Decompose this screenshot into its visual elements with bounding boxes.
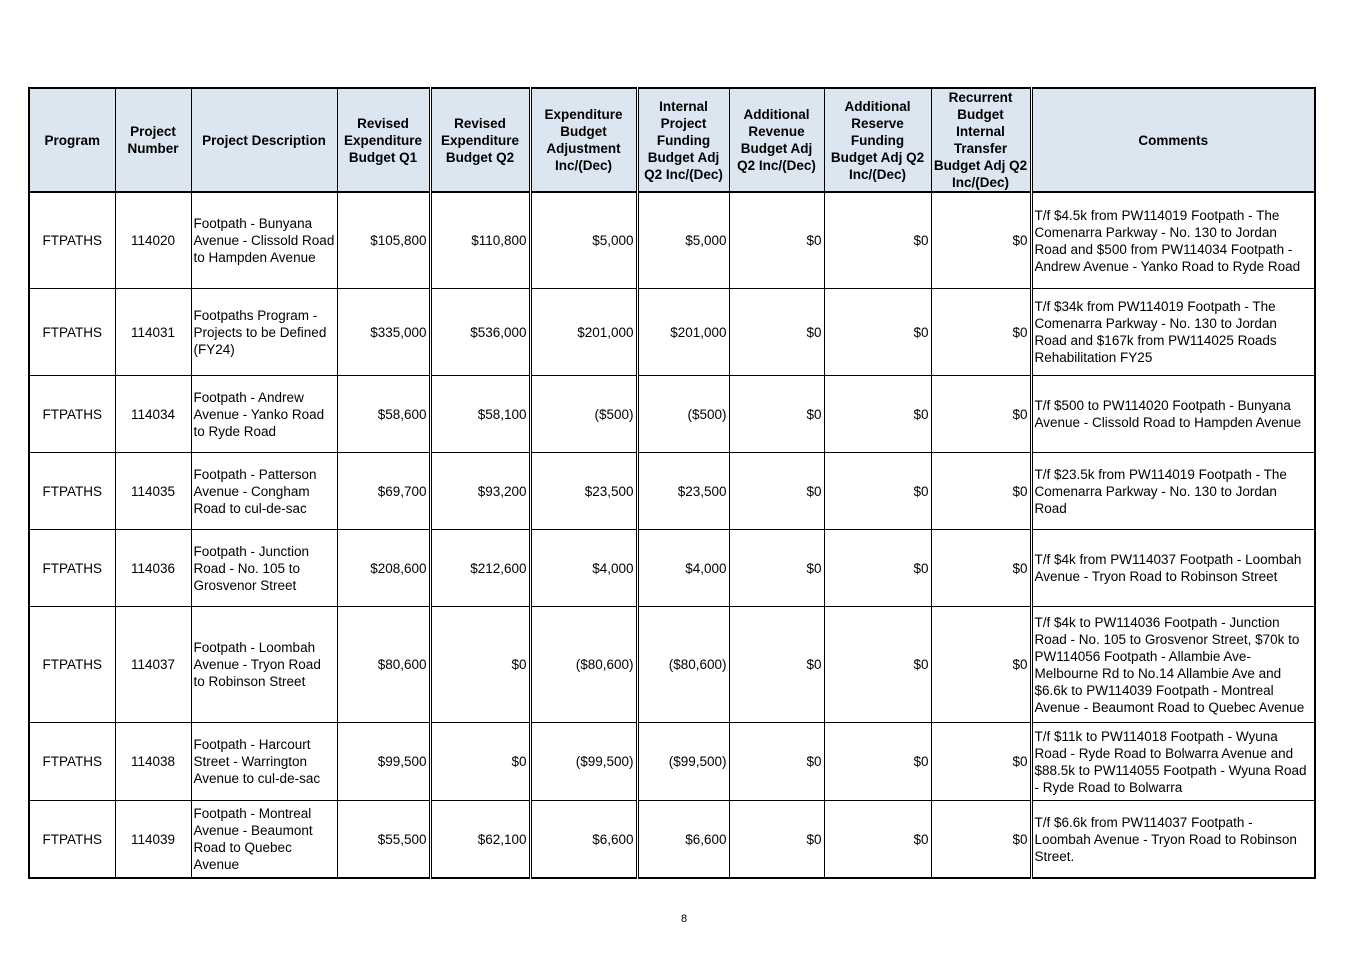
cell-internal-funding: $5,000 [637,192,729,289]
cell-internal-funding: $6,600 [637,801,729,879]
cell-program: FTPATHS [29,289,115,376]
header-project-number: Project Number [115,88,191,192]
cell-adjustment: ($80,600) [530,607,637,723]
header-program: Program [29,88,115,192]
header-recurrent-transfer: Recurrent Budget Internal Transfer Budget Adj Q2 Inc/(Dec) [931,88,1031,192]
cell-recurrent-transfer: $0 [931,453,1031,530]
cell-description: Footpath - Bunyana Avenue - Clissold Road to Hampden Avenue [191,192,337,289]
cell-description: Footpath - Patterson Avenue - Congham Road to cul-de-sac [191,453,337,530]
cell-recurrent-transfer: $0 [931,192,1031,289]
budget-adjustments-table [28,87,1316,879]
cell-additional-reserve: $0 [824,376,931,453]
cell-internal-funding: ($80,600) [637,607,729,723]
cell-additional-revenue: $0 [729,453,824,530]
cell-additional-reserve: $0 [824,607,931,723]
cell-adjustment: ($99,500) [530,723,637,801]
cell-q1: $58,600 [337,376,430,453]
cell-project-number: 114031 [115,289,191,376]
cell-comments: T/f $4k to PW114036 Footpath - Junction Road - No. 105 to Grosvenor Street, $70k to PW114056 Footpath - Allambie Ave-Melbourne Rd to No.14 Allambie Ave and $6.6k to PW114039 Footpath - Montreal Avenue - Beaumont Road to Quebec Avenue [1031,607,1315,723]
table-row [29,607,1315,723]
cell-additional-reserve: $0 [824,192,931,289]
table-row [29,801,1315,879]
header-expenditure-adjustment: Expenditure Budget Adjustment Inc/(Dec) [530,88,637,192]
table-row [29,376,1315,453]
table-row [29,723,1315,801]
cell-description: Footpath - Harcourt Street - Warrington Avenue to cul-de-sac [191,723,337,801]
cell-q1: $105,800 [337,192,430,289]
cell-q2: $0 [430,607,530,723]
table-row [29,453,1315,530]
header-revised-budget-q2: Revised Expenditure Budget Q2 [430,88,530,192]
cell-q2: $212,600 [430,530,530,607]
cell-q1: $55,500 [337,801,430,879]
cell-comments: T/f $23.5k from PW114019 Footpath - The Comenarra Parkway - No. 130 to Jordan Road [1031,453,1315,530]
cell-program: FTPATHS [29,192,115,289]
cell-internal-funding: $23,500 [637,453,729,530]
cell-q2: $536,000 [430,289,530,376]
cell-q1: $208,600 [337,530,430,607]
cell-recurrent-transfer: $0 [931,289,1031,376]
table-body [29,192,1315,878]
cell-additional-reserve: $0 [824,530,931,607]
cell-project-number: 114036 [115,530,191,607]
cell-adjustment: ($500) [530,376,637,453]
cell-additional-revenue: $0 [729,801,824,879]
cell-additional-reserve: $0 [824,453,931,530]
cell-description: Footpath - Andrew Avenue - Yanko Road to Ryde Road [191,376,337,453]
cell-project-number: 114039 [115,801,191,879]
cell-description: Footpath - Montreal Avenue - Beaumont Road to Quebec Avenue [191,801,337,879]
cell-program: FTPATHS [29,453,115,530]
cell-adjustment: $23,500 [530,453,637,530]
cell-internal-funding: ($99,500) [637,723,729,801]
cell-description: Footpath - Loombah Avenue - Tryon Road to Robinson Street [191,607,337,723]
cell-q2: $58,100 [430,376,530,453]
cell-q2: $0 [430,723,530,801]
cell-internal-funding: $201,000 [637,289,729,376]
cell-comments: T/f $4.5k from PW114019 Footpath - The Comenarra Parkway - No. 130 to Jordan Road and $500 from PW114034 Footpath - Andrew Avenue - Yanko Road to Ryde Road [1031,192,1315,289]
header-internal-funding: Internal Project Funding Budget Adj Q2 Inc/(Dec) [637,88,729,192]
cell-q1: $80,600 [337,607,430,723]
header-additional-revenue: Additional Revenue Budget Adj Q2 Inc/(Dec) [729,88,824,192]
cell-project-number: 114034 [115,376,191,453]
cell-additional-reserve: $0 [824,723,931,801]
cell-recurrent-transfer: $0 [931,530,1031,607]
cell-additional-revenue: $0 [729,607,824,723]
cell-program: FTPATHS [29,607,115,723]
header-row [29,88,1315,192]
cell-comments: T/f $6.6k from PW114037 Footpath - Loombah Avenue - Tryon Road to Robinson Street. [1031,801,1315,879]
table-row [29,289,1315,376]
cell-recurrent-transfer: $0 [931,801,1031,879]
cell-q1: $69,700 [337,453,430,530]
cell-adjustment: $4,000 [530,530,637,607]
cell-q1: $335,000 [337,289,430,376]
cell-adjustment: $6,600 [530,801,637,879]
header-additional-reserve: Additional Reserve Funding Budget Adj Q2 Inc/(Dec) [824,88,931,192]
cell-adjustment: $201,000 [530,289,637,376]
cell-additional-revenue: $0 [729,289,824,376]
header-revised-budget-q1: Revised Expenditure Budget Q1 [337,88,430,192]
cell-program: FTPATHS [29,376,115,453]
cell-additional-revenue: $0 [729,530,824,607]
cell-additional-reserve: $0 [824,289,931,376]
cell-project-number: 114020 [115,192,191,289]
cell-program: FTPATHS [29,723,115,801]
cell-comments: T/f $4k from PW114037 Footpath - Loombah Avenue - Tryon Road to Robinson Street [1031,530,1315,607]
cell-project-number: 114035 [115,453,191,530]
header-project-description: Project Description [191,88,337,192]
cell-internal-funding: ($500) [637,376,729,453]
cell-additional-reserve: $0 [824,801,931,879]
table-header [29,88,1315,192]
cell-project-number: 114038 [115,723,191,801]
cell-adjustment: $5,000 [530,192,637,289]
cell-program: FTPATHS [29,801,115,879]
cell-additional-revenue: $0 [729,723,824,801]
cell-q2: $93,200 [430,453,530,530]
cell-additional-revenue: $0 [729,376,824,453]
cell-comments: T/f $500 to PW114020 Footpath - Bunyana Avenue - Clissold Road to Hampden Avenue [1031,376,1315,453]
header-comments: Comments [1031,88,1315,192]
cell-program: FTPATHS [29,530,115,607]
cell-description: Footpaths Program - Projects to be Defined (FY24) [191,289,337,376]
cell-recurrent-transfer: $0 [931,376,1031,453]
table-row [29,530,1315,607]
page-number: 8 [680,913,688,925]
cell-project-number: 114037 [115,607,191,723]
cell-comments: T/f $11k to PW114018 Footpath - Wyuna Road - Ryde Road to Bolwarra Avenue and $88.5k to PW114055 Footpath - Wyuna Road - Ryde Road to Bolwarra [1031,723,1315,801]
cell-additional-revenue: $0 [729,192,824,289]
cell-recurrent-transfer: $0 [931,607,1031,723]
table-row [29,192,1315,289]
cell-internal-funding: $4,000 [637,530,729,607]
cell-description: Footpath - Junction Road - No. 105 to Grosvenor Street [191,530,337,607]
cell-recurrent-transfer: $0 [931,723,1031,801]
cell-q1: $99,500 [337,723,430,801]
cell-q2: $110,800 [430,192,530,289]
cell-q2: $62,100 [430,801,530,879]
cell-comments: T/f $34k from PW114019 Footpath - The Comenarra Parkway - No. 130 to Jordan Road and $167k from PW114025 Roads Rehabilitation FY25 [1031,289,1315,376]
